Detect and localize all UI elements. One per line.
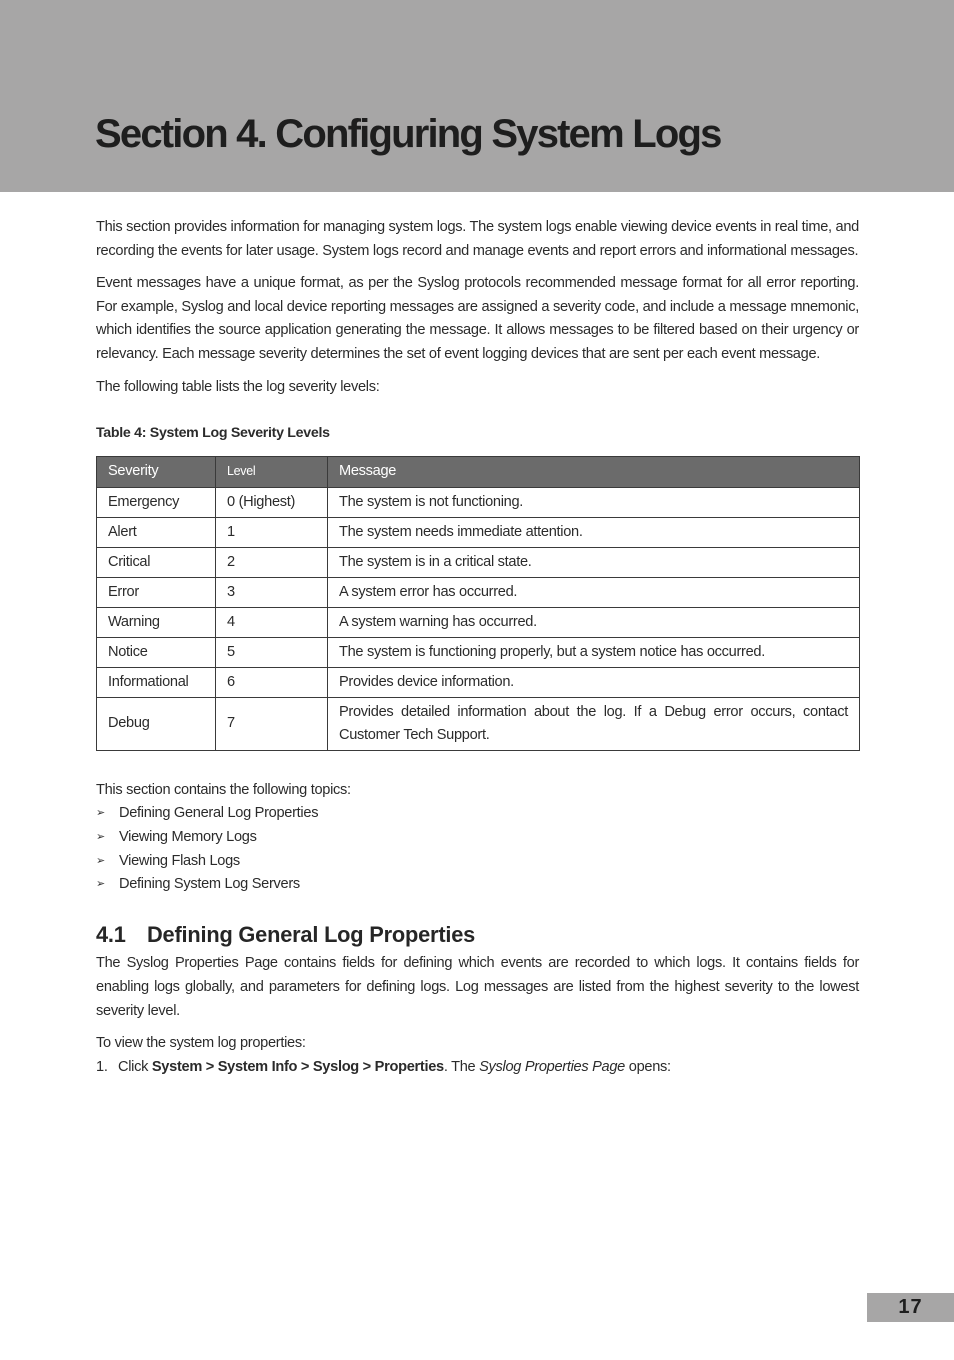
- list-item: [96, 873, 859, 897]
- topics-list: [96, 802, 859, 896]
- cell-level: 6: [216, 667, 328, 697]
- intro-paragraph-3: The following table lists the log severity levels:: [96, 378, 380, 395]
- cell-message: Provides device information.: [328, 667, 860, 697]
- topic-label: Defining General Log Properties: [119, 805, 319, 822]
- cell-level: 5: [216, 637, 328, 667]
- section-number: 4.1: [96, 921, 126, 947]
- table-row: [97, 577, 860, 607]
- cell-message: A system error has occurred.: [328, 577, 860, 607]
- step-suffix: opens:: [625, 1058, 671, 1075]
- severity-table: [96, 456, 860, 751]
- cell-severity: Error: [97, 577, 216, 607]
- table-row: [97, 487, 860, 517]
- table-row: [97, 637, 860, 667]
- arrow-bullet-icon: ➢: [96, 878, 105, 891]
- section-heading-text: Defining General Log Properties: [147, 921, 476, 947]
- cell-level: 3: [216, 577, 328, 607]
- table-caption: Table 4: System Log Severity Levels: [96, 425, 330, 442]
- list-item: [96, 802, 859, 826]
- section-4-1-heading: [96, 923, 859, 947]
- list-item: [96, 850, 859, 874]
- cell-message: The system needs immediate attention.: [328, 517, 860, 547]
- intro-paragraph-1: This section provides information for managing system logs. The system logs enable viewing device events in real time, and recording the events for later usage. System logs record and manage events and report errors and informational messages.: [96, 219, 859, 259]
- cell-message: The system is functioning properly, but a system notice has occurred.: [328, 637, 860, 667]
- section-paragraph-1: The Syslog Properties Page contains fields for defining which events are recorded to which logs. It contains fields for enabling logs globally, and parameters for defining logs. Log messages are listed from the highest severity to the lowest severity level.: [96, 955, 859, 1019]
- cell-level: 7: [216, 697, 328, 750]
- header-level: Level: [216, 456, 328, 487]
- arrow-bullet-icon: ➢: [96, 807, 105, 820]
- cell-message: The system is not functioning.: [328, 487, 860, 517]
- cell-level: 2: [216, 547, 328, 577]
- table-header-row: [97, 456, 860, 487]
- cell-severity: Emergency: [97, 487, 216, 517]
- section-banner: [0, 0, 954, 192]
- header-severity: Severity: [97, 456, 216, 487]
- cell-level: 4: [216, 607, 328, 637]
- cell-severity: Alert: [97, 517, 216, 547]
- cell-severity: Debug: [97, 697, 216, 750]
- table-row: [97, 607, 860, 637]
- header-message: Message: [328, 456, 860, 487]
- section-title: Section 4. Configuring System Logs: [95, 112, 721, 156]
- cell-severity: Critical: [97, 547, 216, 577]
- cell-level: 0 (Highest): [216, 487, 328, 517]
- page-content: [96, 216, 859, 1079]
- step-prefix: Click: [118, 1058, 152, 1075]
- list-item: [96, 826, 859, 850]
- arrow-bullet-icon: ➢: [96, 830, 105, 843]
- cell-message: Provides detailed information about the log. If a Debug error occurs, contact Customer Tech Support.: [328, 697, 860, 750]
- page-name: Syslog Properties Page: [479, 1058, 626, 1075]
- step-middle: . The: [443, 1058, 480, 1075]
- cell-severity: Notice: [97, 637, 216, 667]
- cell-severity: Informational: [97, 667, 216, 697]
- table-row: [97, 667, 860, 697]
- topics-intro: This section contains the following topics:: [96, 781, 351, 798]
- cell-severity: Warning: [97, 607, 216, 637]
- section-paragraph-2: To view the system log properties:: [96, 1035, 306, 1052]
- cell-level: 1: [216, 517, 328, 547]
- cell-message: The system is in a critical state.: [328, 547, 860, 577]
- menu-path: System > System Info > Syslog > Properties: [151, 1058, 444, 1075]
- arrow-bullet-icon: ➢: [96, 854, 105, 867]
- table-row: [97, 697, 860, 750]
- topic-label: Defining System Log Servers: [119, 876, 300, 893]
- table-row: [97, 547, 860, 577]
- topic-label: Viewing Flash Logs: [119, 852, 240, 869]
- topic-label: Viewing Memory Logs: [119, 828, 257, 845]
- step-number: 1.: [96, 1058, 108, 1075]
- intro-paragraph-2: Event messages have a unique format, as per the Syslog protocols recommended message format for all error reporting. For example, Syslog and local device reporting messages are assigned a severity code, and include a message mnemonic, which identifies the source application generating the message. It allows messages to be filtered based on their urgency or relevancy. Each message severity determines the set of event logging devices that are sent per each event message.: [96, 275, 859, 362]
- cell-message: A system warning has occurred.: [328, 607, 860, 637]
- step-1: [96, 1056, 859, 1080]
- table-row: [97, 517, 860, 547]
- page-number: 17: [867, 1293, 954, 1322]
